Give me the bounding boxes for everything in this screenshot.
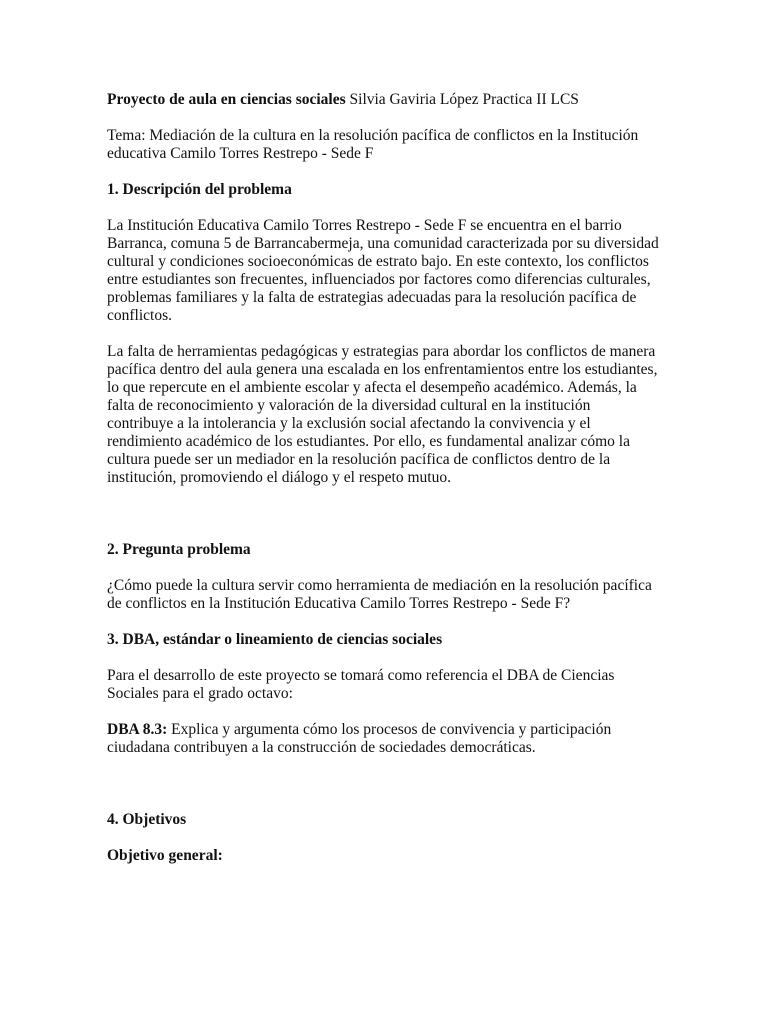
section-heading-descripcion: 1. Descripción del problema — [107, 181, 292, 198]
document-header — [107, 91, 659, 109]
descripcion-paragraph-1: La Institución Educativa Camilo Torres Restrepo - Sede F se encuentra en el barrio Barranca, comuna 5 de Barrancabermeja, una comunidad caracterizada por su diversidad cultural y condiciones socioeconómicas de estrato bajo. En este contexto, los conflictos entre estudiantes son frecuentes, influenciados por factores como diferencias culturales, problemas familiares y la falta de estrategias adecuadas para la resolución pacífica de conflictos. — [107, 217, 659, 324]
document-page — [107, 91, 659, 865]
section-heading-dba: 3. DBA, estándar o lineamiento de ciencias sociales — [107, 631, 443, 648]
dba-statement — [107, 721, 659, 757]
section-heading-pregunta: 2. Pregunta problema — [107, 541, 251, 558]
dba-intro-paragraph: Para el desarrollo de este proyecto se tomará como referencia el DBA de Ciencias Sociales para el grado octavo: — [107, 667, 615, 702]
author-info: Silvia Gaviria López Practica II LCS — [345, 91, 579, 108]
objetivo-general-heading: Objetivo general: — [107, 847, 223, 864]
dba-text: Explica y argumenta cómo los procesos de convivencia y participación ciudadana contribuyen a la construcción de sociedades democráticas. — [107, 721, 612, 756]
project-title: Proyecto de aula en ciencias sociales — [107, 91, 346, 108]
tema-paragraph: Tema: Mediación de la cultura en la resolución pacífica de conflictos en la Institución educativa Camilo Torres Restrepo - Sede F — [107, 127, 639, 162]
descripcion-paragraph-2: La falta de herramientas pedagógicas y estrategias para abordar los conflictos de manera pacífica dentro del aula genera una escalada en los enfrentamientos entre los estudiantes, lo que repercute en el ambiente escolar y afecta el desempeño académico. Además, la falta de reconocimiento y valoración de la diversidad cultural en la institución contribuye a la intolerancia y la exclusión social afectando la convivencia y el rendimiento académico de los estudiantes. Por ello, es fundamental analizar cómo la cultura puede ser un mediador en la resolución pacífica de conflictos dentro de la institución, promoviendo el diálogo y el respeto mutuo. — [107, 343, 658, 486]
dba-label: DBA 8.3: — [107, 721, 168, 738]
pregunta-paragraph: ¿Cómo puede la cultura servir como herramienta de mediación en la resolución pacífica de conflictos en la Institución Educativa Camilo Torres Restrepo - Sede F? — [107, 577, 652, 612]
section-heading-objetivos: 4. Objetivos — [107, 811, 187, 828]
